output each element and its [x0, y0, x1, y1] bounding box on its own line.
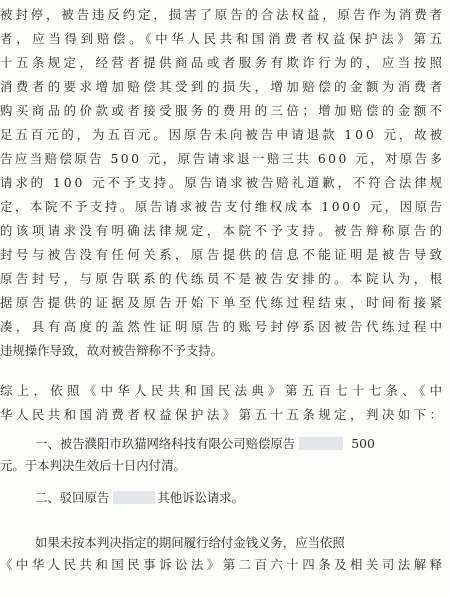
para1-line-2 — [0, 31, 449, 47]
indent — [0, 533, 35, 551]
item1-line-1 — [0, 434, 449, 452]
para1-line-13 — [0, 295, 449, 311]
para1-line-15 — [0, 343, 449, 359]
justified-text: 如果未按本判决指定的期间履行给付金钱义务，应当依照 — [35, 535, 345, 550]
justified-text: 购买商品的价款或者接受服务的费用的三倍；增加赔偿的金额不 — [0, 103, 446, 118]
justified-text: 者，应当得到赔偿。《中华人民共和国消费者权益保护法》第五 — [0, 31, 446, 46]
justified-text: 违规操作导致，故对被告辩称不予支持。 — [0, 343, 224, 358]
justified-text: 华人民共和国消费者权益保护法》第五十五条规定，判决如下： — [0, 407, 446, 422]
para1-line-3 — [0, 55, 449, 71]
redaction-block — [113, 491, 155, 504]
item2-text-after: 其他诉讼请求。 — [157, 490, 245, 505]
indent — [0, 434, 35, 452]
indent — [0, 488, 35, 506]
justified-text: 的该项请求没有明确法律规定，本院不予支持。被告辩称原告的 — [0, 223, 446, 238]
justified-text: 消费者的要求增加赔偿其受到的损失，增加赔偿的金额为消费者 — [0, 79, 446, 94]
item2-text: 二、驳回原告 — [35, 490, 110, 505]
para3-line-2 — [0, 557, 449, 573]
justified-text: 被封停，被告违反约定，损害了原告的合法权益，原告作为消费者 — [0, 7, 445, 22]
redaction-block — [299, 437, 343, 450]
justified-text: 综上，依照《中华人民共和国民法典》第五百七十七条、《中 — [0, 383, 447, 398]
para1-line-14 — [0, 319, 449, 335]
para1-line-1 — [0, 7, 449, 23]
item1-line-2 — [0, 458, 449, 474]
justified-text: 《中华人民共和国民事诉讼法》第二百六十四条及相关司法解释 — [0, 557, 446, 572]
para1-line-9 — [0, 199, 449, 215]
para2-line-1 — [0, 383, 449, 399]
justified-text: 定，本院不予支持。原告请求被告支付维权成本 1000 元，因原告 — [0, 199, 445, 214]
para1-line-10 — [0, 223, 449, 239]
para2-line-2 — [0, 407, 449, 423]
item1-continuation: 元。于本判决生效后十日内付清。 — [0, 458, 186, 473]
justified-text: 请求的 100 元不予支持。原告请求被告赔礼道歉，不符合法律规 — [0, 175, 445, 190]
justified-text: 原告封号，与原告联系的代练员不是被告安排的。本院认为，根 — [0, 271, 446, 286]
para1-line-12 — [0, 271, 449, 287]
item2-line-1 — [0, 488, 449, 506]
para3-line-1 — [0, 533, 449, 551]
para1-line-4 — [0, 79, 449, 95]
justified-text: 封号与被告没有任何关系，原告提供的信息不能证明是被告导致 — [0, 247, 446, 262]
item1-amount: 500 — [351, 436, 375, 451]
para1-line-6 — [0, 127, 449, 143]
para1-line-5 — [0, 103, 449, 119]
para1-line-7 — [0, 151, 449, 167]
para1-line-11 — [0, 247, 449, 263]
justified-text: 告应当赔偿原告 500 元，原告请求退一赔三共 600 元，对原告多 — [0, 151, 445, 166]
item1-text: 一、被告濮阳市玖猫网络科技有限公司赔偿原告 — [35, 436, 296, 451]
justified-text: 据原告提供的证据及原告开始下单至代练过程结束，时间衔接紧 — [0, 295, 446, 310]
justified-text: 十五条规定，经营者提供商品或者服务有欺诈行为的，应当按照 — [0, 55, 446, 70]
justified-text: 足五百元的，为五百元。因原告未向被告申请退款 100 元，故被 — [0, 127, 445, 142]
para1-line-8 — [0, 175, 449, 191]
justified-text: 凑，具有高度的盖然性证明原告的账号封停系因被告代练过程中 — [0, 319, 446, 334]
